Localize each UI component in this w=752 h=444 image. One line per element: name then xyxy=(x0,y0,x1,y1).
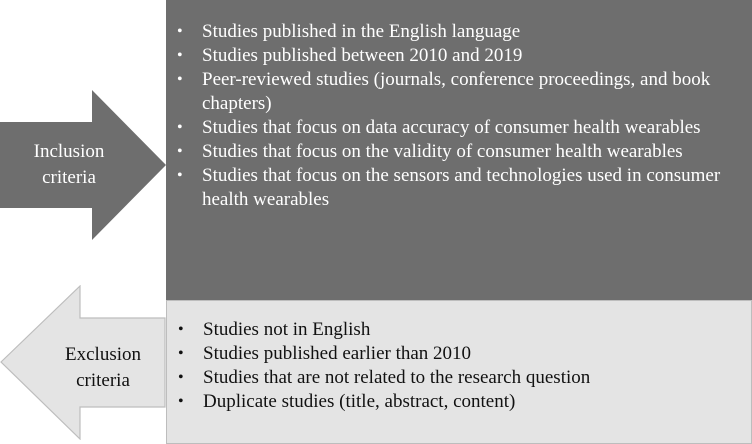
inclusion-item xyxy=(177,140,738,164)
exclusion-criteria-box xyxy=(166,300,752,444)
exclusion-item-text: Studies not in English xyxy=(203,319,371,340)
inclusion-item xyxy=(177,164,738,212)
exclusion-item-text: Studies that are not related to the research question xyxy=(203,367,591,388)
bullet-icon: • xyxy=(177,23,183,40)
exclusion-criteria-list xyxy=(178,318,737,414)
exclusion-label-line1: Exclusion xyxy=(65,344,141,365)
inclusion-criteria-label xyxy=(8,139,130,191)
inclusion-criteria-box xyxy=(166,0,752,300)
inclusion-item-text: Studies published in the English language xyxy=(202,21,521,42)
exclusion-item xyxy=(178,318,737,342)
bullet-icon: • xyxy=(178,369,184,386)
inclusion-item xyxy=(177,116,738,140)
bullet-icon: • xyxy=(177,119,183,136)
inclusion-item-text: Studies that focus on data accuracy of consumer health wearables xyxy=(202,117,701,138)
exclusion-item xyxy=(178,390,737,414)
exclusion-label-line2: criteria xyxy=(76,370,130,391)
bullet-icon: • xyxy=(178,345,184,362)
exclusion-item xyxy=(178,366,737,390)
inclusion-item-text: Studies published between 2010 and 2019 xyxy=(202,45,523,66)
inclusion-label-line1: Inclusion xyxy=(33,141,105,162)
inclusion-item-text: Studies that focus on the validity of consumer health wearables xyxy=(202,141,683,162)
bullet-icon: • xyxy=(177,71,183,88)
exclusion-item xyxy=(178,342,737,366)
bullet-icon: • xyxy=(178,321,184,338)
inclusion-item xyxy=(177,20,738,44)
inclusion-item xyxy=(177,44,738,68)
exclusion-criteria-label xyxy=(42,342,164,394)
bullet-icon: • xyxy=(177,167,183,184)
inclusion-item xyxy=(177,68,738,116)
exclusion-item-text: Studies published earlier than 2010 xyxy=(203,343,472,364)
inclusion-label-line2: criteria xyxy=(42,167,96,188)
inclusion-item-text: Studies that focus on the sensors and technologies used in consumer health wearables xyxy=(202,165,721,210)
bullet-icon: • xyxy=(177,47,183,64)
bullet-icon: • xyxy=(177,143,183,160)
inclusion-criteria-list xyxy=(177,20,738,212)
inclusion-item-text: Peer-reviewed studies (journals, conference proceedings, and book chapters) xyxy=(202,69,711,114)
exclusion-item-text: Duplicate studies (title, abstract, content) xyxy=(203,391,516,412)
bullet-icon: • xyxy=(178,393,184,410)
